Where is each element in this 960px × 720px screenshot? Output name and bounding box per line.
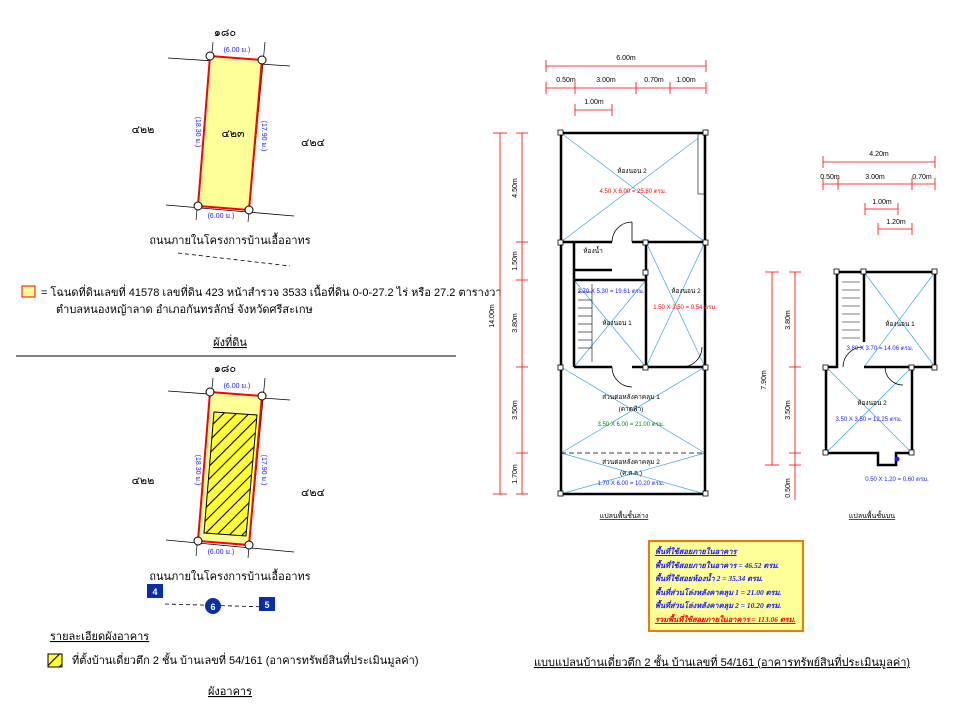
road-label: ถนนภายในโครงการบ้านเอื้ออาทร <box>149 571 311 583</box>
floor1-left-seg-1: 4.50m <box>512 178 519 198</box>
summary-line-4: พื้นที่ส่วนโล่งหลังคาคลุม 2 = 10.20 ตรม. <box>655 601 782 610</box>
land-map <box>22 27 502 349</box>
building-details-title: รายละเอียดผังอาคาร <box>50 631 150 643</box>
view-marker-label: 4 <box>152 587 158 597</box>
floor1-room-3-name: ห้องนอน 1 <box>602 320 632 327</box>
floor1-room-4-name: ส่วนต่อหลังคาคลุม 1 <box>602 394 660 401</box>
boundary-pin <box>206 388 214 396</box>
plan-caption: แบบแปลนบ้านเดี่ยวตึก 2 ชั้น บ้านเลขที่ 54/161 (อาคารทรัพย์สินที่ประเมินมูลค่า) <box>533 657 911 669</box>
floor1-dim-seg-1: 0.50m <box>556 77 576 84</box>
boundary-pin <box>245 541 253 549</box>
view-marker-label: 6 <box>210 602 216 612</box>
summary-line-2: พื้นที่ใช้สอยห้องน้ำ 2 = 35.34 ตรม. <box>655 574 763 583</box>
floor2-room-2-area: 3.50 X 3.50 = 12.25 ตรม. <box>835 417 903 423</box>
floor1-left-total-dim: 14.00m <box>489 304 496 328</box>
top-width-label: (6.00 ม.) <box>223 383 251 390</box>
floor1-left-seg-5: 1.70m <box>512 464 519 484</box>
summary-heading: พื้นที่ใช้สอยภายในอาคาร <box>655 547 737 556</box>
floor1-left-seg-2: 1.50m <box>512 251 519 271</box>
summary-line-1: พื้นที่ใช้สอยภายในอาคาร = 46.52 ตรม. <box>655 560 780 570</box>
building-map <box>48 363 419 698</box>
floor2-left-seg-3: 0.50m <box>785 478 792 498</box>
west-neighbor-label: ๔๒๒ <box>131 475 155 487</box>
balcony-marker <box>895 457 900 462</box>
left-length-label: (18.30 ม.) <box>194 454 201 486</box>
floor1-room-2-area: 1.50 X 3.50 = 9.54 ตรม. <box>653 305 717 311</box>
summary-line-3: พื้นที่ส่วนโล่งหลังคาคลุม 1 = 21.00 ตรม. <box>655 587 782 597</box>
floor1-room-2-name: ห้องนอน 2 <box>671 288 701 295</box>
floor2-sub-dim-1: 1.00m <box>872 199 892 206</box>
floor2-room-2-name: ห้องนอน 2 <box>857 400 887 407</box>
floor1-room-3-area: 3.70 X 5.30 = 19.61 ตรม. <box>577 289 645 295</box>
floor2-left-total-dim: 7.90m <box>761 370 768 390</box>
north-neighbor-label: ๑๘๐ <box>213 27 237 39</box>
area-summary-box <box>648 540 804 632</box>
land-legend-text-2: ตำบลหนองหญ้าลาด อำเภอกันทรลักษ์ จังหวัดศรีสะเกษ <box>56 304 313 316</box>
floor2-caption: แปลนพื้นชั้นบน <box>848 513 896 520</box>
floor1-bathroom-name: ห้องน้ำ <box>583 248 603 255</box>
floor1-dim-seg-4: 1.00m <box>676 77 696 84</box>
plot-number-label: ๔๒๓ <box>221 128 245 140</box>
left-length-label: (18.30 ม.) <box>194 116 201 148</box>
building-map-title: ผังอาคาร <box>207 686 253 698</box>
floor1-dim-seg-3: 0.70m <box>644 77 664 84</box>
floor2-room-1-area: 3.80 X 3.70 = 14.06 ตรม. <box>846 346 914 352</box>
road-line <box>178 253 290 266</box>
boundary-pin <box>245 206 253 214</box>
boundary-pin <box>206 52 214 60</box>
summary-total: รวมพื้นที่ใช้สอยภายในอาคาร = 113.06 ตรม. <box>655 614 796 624</box>
floor1-room-5-area: 1.70 X 6.00 = 10.20 ตรม. <box>597 481 665 487</box>
floor1-room-1-area: 4.50 X 6.00 = 25.80 ตรม. <box>599 189 667 195</box>
floor2-left-seg-2: 3.50m <box>785 400 792 420</box>
boundary-pin <box>194 202 202 210</box>
floor1-room-5-sub: (ค.ส.ล.) <box>619 470 643 477</box>
east-neighbor-label: ๔๒๔ <box>301 137 325 149</box>
floor1-room-1-name: ห้องนอน 2 <box>617 168 647 175</box>
floor1-sub-dim: 1.00m <box>584 99 604 106</box>
floor2-balcony-area: 0.50 X 1.20 = 0.60 ตรม. <box>865 477 929 483</box>
floor1-room-4-sub: (ดาดฟ้า) <box>618 406 644 413</box>
view-marker-5 <box>259 597 275 611</box>
east-neighbor-label: ๔๒๔ <box>301 487 325 499</box>
boundary-pin <box>258 392 266 400</box>
land-legend-swatch <box>22 286 35 297</box>
floor1-caption: แปลนพื้นชั้นล่าง <box>599 513 649 520</box>
floor2-dim-seg-2: 3.00m <box>865 174 885 181</box>
floor2-left-seg-1: 3.80m <box>785 310 792 330</box>
view-marker-4 <box>147 584 163 598</box>
north-neighbor-label: ๑๘๐ <box>213 363 237 375</box>
floor2-plan <box>761 151 937 520</box>
west-neighbor-label: ๔๒๒ <box>131 124 155 136</box>
land-legend-text: = โฉนดที่ดินเลขที่ 41578 เลขที่ดิน 423 หน้าสำรวจ 3533 เนื้อที่ดิน 0-0-27.2 ไร่ หรือ 27.2 ตารางวา <box>41 287 502 299</box>
building-legend-text: ที่ตั้งบ้านเดี่ยวตึก 2 ชั้น บ้านเลขที่ 54/161 (อาคารทรัพย์สินที่ประเมินมูลค่า) <box>72 655 419 667</box>
floor1-top-total-dim: 6.00m <box>616 55 636 62</box>
boundary-pin <box>194 537 202 545</box>
floor2-dim-seg-3: 0.70m <box>912 174 932 181</box>
floor2-dim-seg-1: 0.50m <box>820 174 840 181</box>
floor1-left-seg-3: 3.80m <box>512 313 519 333</box>
view-marker-label: 5 <box>264 600 270 610</box>
top-width-label: (6.00 ม.) <box>223 47 251 54</box>
bottom-width-label: (6.00 ม.) <box>207 549 235 556</box>
boundary-pin <box>258 56 266 64</box>
floor1-room-4-area: 3.50 X 6.00 = 21.00 ตรม. <box>597 422 665 428</box>
building-legend-swatch <box>48 654 62 667</box>
floor1-room-5-name: ส่วนต่อหลังคาคลุม 2 <box>602 459 660 466</box>
right-length-label: (17.90 ม.) <box>260 120 267 152</box>
floor1-plan <box>489 55 717 520</box>
bottom-width-label: (6.00 ม.) <box>207 213 235 220</box>
floor2-room-1-name: ห้องนอน 1 <box>885 321 915 328</box>
floor2-top-total-dim: 4.20m <box>869 151 889 158</box>
road-label: ถนนภายในโครงการบ้านเอื้ออาทร <box>149 235 311 247</box>
view-marker-6 <box>205 598 221 614</box>
floor1-dim-seg-2: 3.00m <box>596 77 616 84</box>
land-map-title: ผังที่ดิน <box>213 337 247 349</box>
floor1-left-seg-4: 3.50m <box>512 400 519 420</box>
right-length-label: (17.90 ม.) <box>260 454 267 486</box>
floor2-sub-dim-2: 1.20m <box>886 219 906 226</box>
